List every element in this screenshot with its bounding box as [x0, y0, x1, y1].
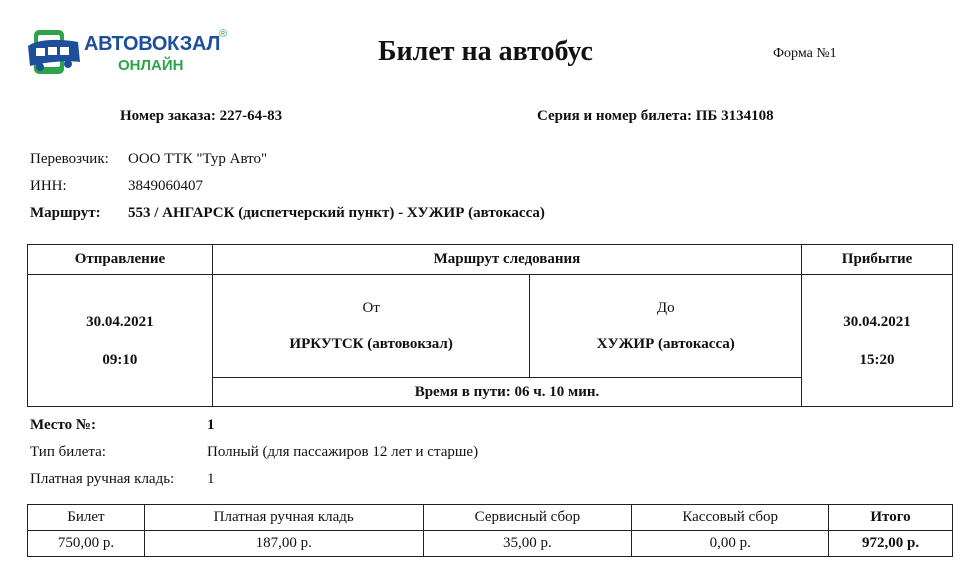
- price-ticket: 750,00 р.: [28, 531, 145, 557]
- price-header-cash-fee: Кассовый сбор: [632, 505, 829, 531]
- arrival-time: 15:20: [859, 351, 895, 368]
- route-label: Маршрут:: [30, 205, 101, 221]
- to-cell: [530, 275, 802, 378]
- order-number-label: Номер заказа:: [120, 108, 216, 124]
- price-baggage: 187,00 р.: [144, 531, 423, 557]
- seat-value: 1: [207, 417, 215, 433]
- price-header-baggage: Платная ручная кладь: [144, 505, 423, 531]
- departure-cell: [28, 275, 213, 407]
- price-table-row: [28, 531, 953, 557]
- carrier-label: Перевозчик:: [30, 151, 109, 167]
- price-service-fee: 35,00 р.: [423, 531, 632, 557]
- bus-logo-icon: [26, 24, 82, 80]
- price-total: 972,00 р.: [829, 531, 953, 557]
- departure-time: 09:10: [102, 351, 138, 368]
- route-header: Маршрут следования: [212, 245, 801, 275]
- inn-label: ИНН:: [30, 178, 67, 194]
- logo-title: АВТОВОКЗАЛ: [84, 33, 221, 55]
- order-number-value: 227-64-83: [219, 108, 283, 124]
- price-header-total: Итого: [829, 505, 953, 531]
- price-header-service-fee: Сервисный сбор: [423, 505, 632, 531]
- baggage-value: 1: [207, 471, 215, 487]
- arrival-header: Прибытие: [802, 245, 953, 275]
- to-value: ХУЖИР (автокасса): [596, 336, 735, 352]
- route-value: 553 / АНГАРСК (диспетчерский пункт) - ХУЖИР (автокасса): [128, 205, 545, 221]
- ticket-serial-value: ПБ 3134108: [695, 108, 774, 124]
- logo: [26, 24, 236, 82]
- trip-table-row: [28, 275, 953, 378]
- seat-label: Место №:: [30, 417, 96, 433]
- arrival-date: 30.04.2021: [843, 313, 911, 330]
- inn-value: 3849060407: [128, 178, 203, 194]
- ticket-serial: [537, 108, 774, 125]
- from-cell: [212, 275, 530, 378]
- arrival-cell: [802, 275, 953, 407]
- ticket-serial-label: Серия и номер билета:: [537, 108, 693, 124]
- from-value: ИРКУТСК (автовокзал): [289, 336, 453, 352]
- logo-registered-mark: ®: [219, 28, 228, 40]
- trip-table-header: [28, 245, 953, 275]
- form-number: Форма №1: [773, 46, 837, 61]
- departure-header: Отправление: [28, 245, 213, 275]
- baggage-label: Платная ручная кладь:: [30, 471, 175, 487]
- from-label: От: [362, 300, 380, 316]
- order-number: [120, 108, 282, 125]
- logo-subtitle: ОНЛАЙН: [118, 57, 184, 74]
- travel-time: Время в пути: 06 ч. 10 мин.: [212, 378, 801, 407]
- departure-date: 30.04.2021: [86, 313, 154, 330]
- carrier-value: ООО ТТК "Тур Авто": [128, 151, 268, 167]
- price-cash-fee: 0,00 р.: [632, 531, 829, 557]
- price-header-ticket: Билет: [28, 505, 145, 531]
- price-table-header: [28, 505, 953, 531]
- trip-table: [27, 244, 953, 407]
- ticket-type-value: Полный (для пассажиров 12 лет и старше): [207, 444, 479, 460]
- to-label: До: [656, 300, 675, 316]
- price-table: [27, 504, 953, 557]
- page-title: Билет на автобус: [378, 36, 593, 67]
- ticket-type-label: Тип билета:: [30, 444, 106, 460]
